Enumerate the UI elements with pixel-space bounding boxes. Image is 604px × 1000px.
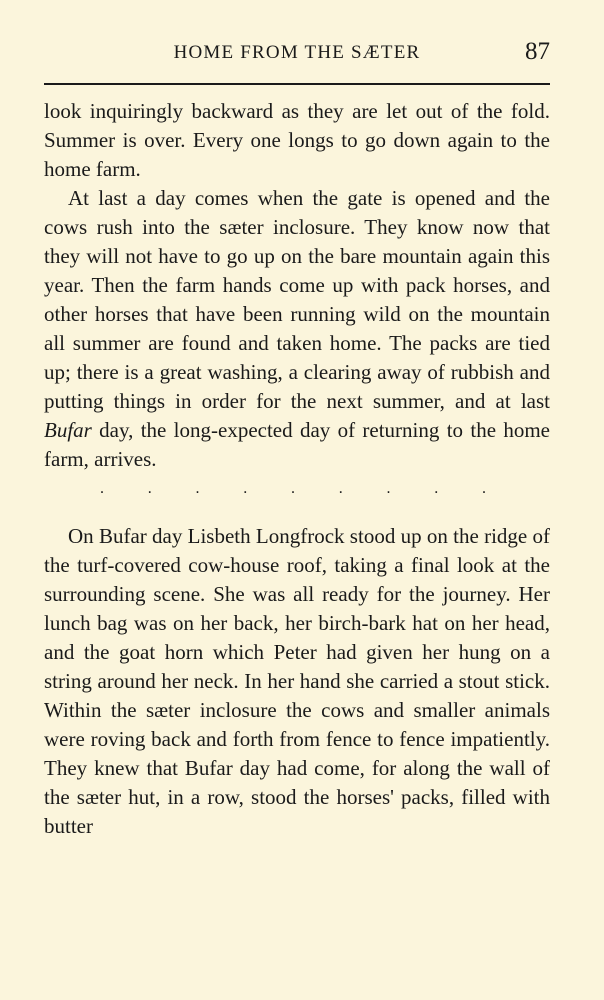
- running-head: [44, 38, 550, 72]
- paragraph-1: look inquiringly backward as they are let out of the fold. Summer is over. Every one longs to go down again to the home farm.: [44, 99, 550, 181]
- paragraph-2: [44, 184, 550, 474]
- separator-dot: .: [195, 480, 200, 497]
- separator-dot: .: [482, 480, 486, 497]
- page-number: 87: [525, 38, 550, 65]
- separator-dot: .: [386, 480, 391, 497]
- separator-dot: .: [434, 480, 439, 497]
- bufar-italic: Bufar: [44, 418, 92, 442]
- separator-dot: .: [100, 480, 104, 497]
- running-title: HOME FROM THE SÆTER: [173, 42, 421, 63]
- separator-dot: .: [147, 480, 152, 497]
- separator-dot: .: [338, 480, 343, 497]
- separator-dot: .: [243, 480, 248, 497]
- paragraph-3: On Bufar day Lisbeth Longfrock stood up on the ridge of the turf-covered cow-house roof, taking a final look at the surrounding scene. She was all ready for the journey. Her lunch bag was on her back, her birch-bark hat on her head, and the goat horn which Peter had given her hung on a string around her neck. In her hand she carried a stout stick. Within the sæter inclosure the cows and smaller animals were roving back and forth from fence to fence impatiently. They knew that Bufar day had come, for along the wall of the sæter hut, in a row, stood the horses' packs, filled with butter: [44, 524, 550, 838]
- paragraph-2-text-a: At last a day comes when the gate is opened and the cows rush into the sæter inclosure. They know now that they will not have to go up on the bare mountain again this year. Then the farm hands come up with pack horses, and other horses that have been running wild on the mountain all summer are found and taken home. The packs are tied up; there is a great washing, a clearing away of rubbish and putting things in order for the next summer, and at last: [44, 186, 550, 413]
- separator-dot: .: [291, 480, 295, 497]
- section-spacer: [44, 503, 550, 522]
- header-rule: [44, 83, 550, 85]
- section-separator: [44, 474, 550, 503]
- paragraph-2-text-b: day, the long-expected day of returning to the home farm, arrives.: [44, 418, 550, 471]
- body-text: [44, 97, 550, 841]
